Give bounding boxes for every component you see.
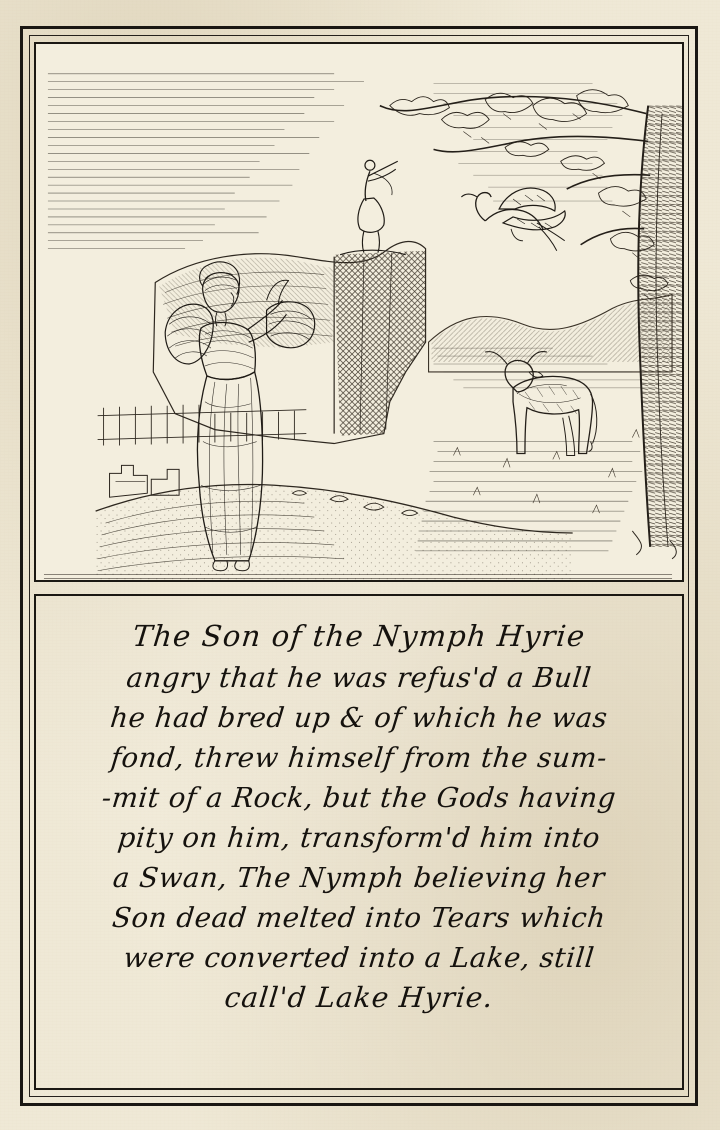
caption-line-10: call'd Lake Hyrie.: [223, 980, 496, 1014]
caption-line-9: were converted into a Lake, still: [121, 941, 597, 974]
caption-line-3: he had bred up & of which he was: [108, 701, 610, 734]
caption-line-5: -mit of a Rock, but the Gods having: [100, 781, 618, 814]
caption-line-1: The Son of the Nymph Hyrie: [130, 619, 588, 653]
caption-panel: [34, 594, 684, 1090]
caption-line-8: Son dead melted into Tears which: [110, 901, 608, 934]
caption-line-6: pity on him, transform'd him into: [116, 821, 602, 854]
caption-line-4: fond, threw himself from the sum-: [109, 741, 609, 774]
illustration-panel: [34, 42, 684, 582]
caption-line-7: a Swan, The Nymph believing her: [111, 861, 607, 894]
engraving-artwork: [36, 44, 682, 581]
caption-line-2: angry that he was refus'd a Bull: [124, 661, 594, 694]
